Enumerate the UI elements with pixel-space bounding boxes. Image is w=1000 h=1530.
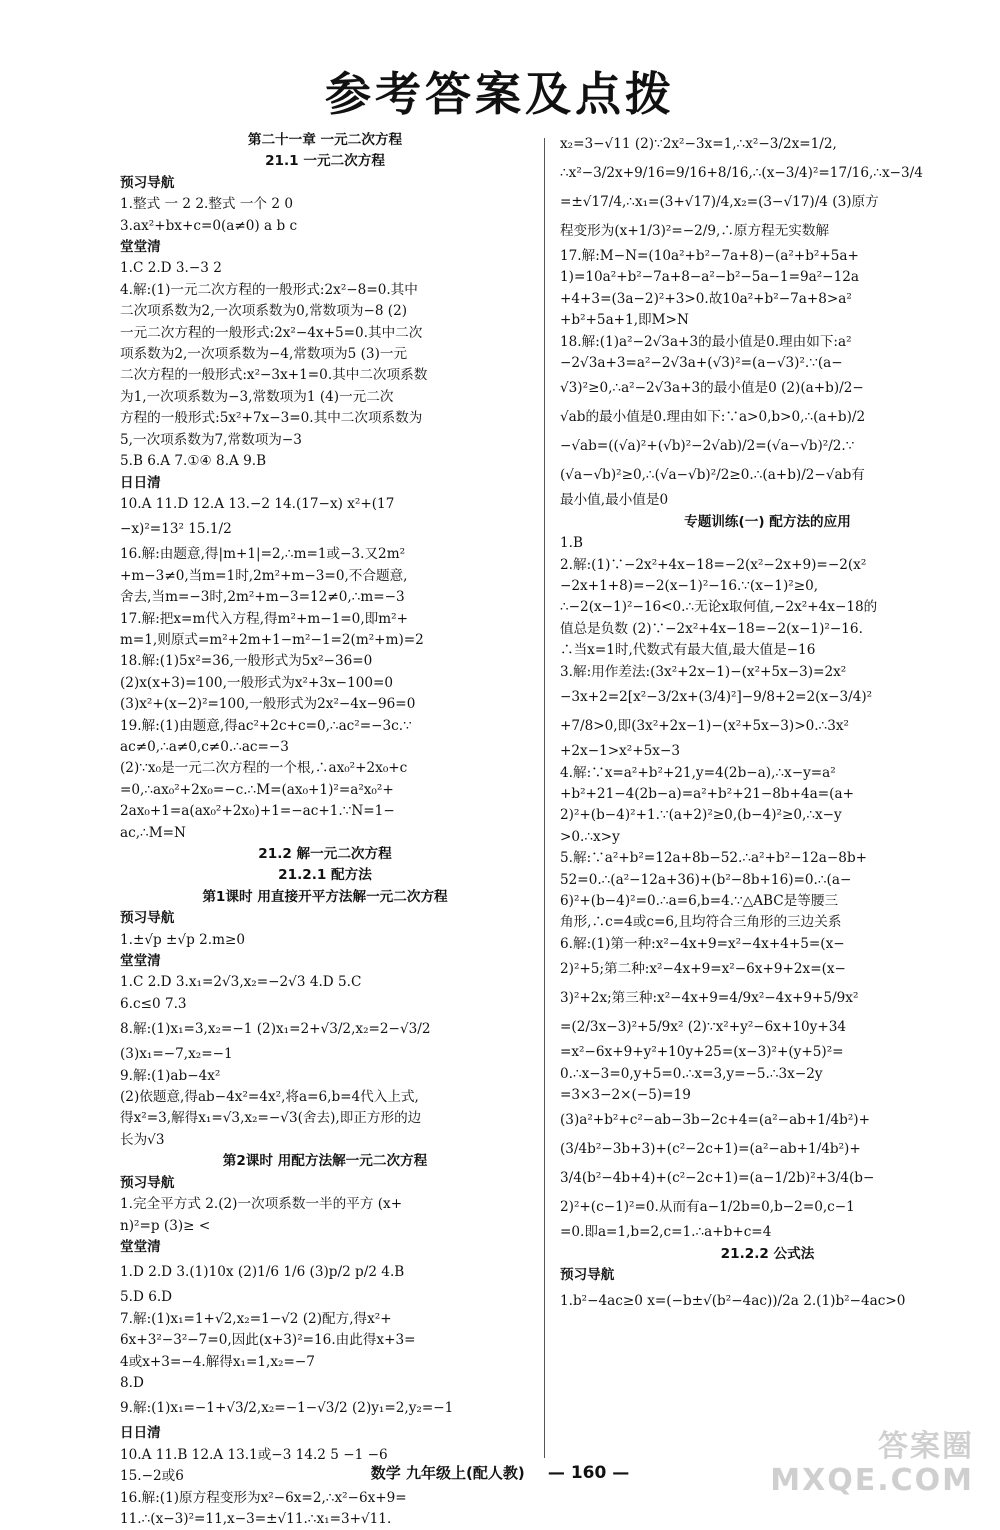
- answer-line: 5,一次项系数为7,常数项为−3: [120, 431, 302, 448]
- answer-line: =0,∴ax₀²+2x₀=−c.∴M=(ax₀+1)²=a²x₀²+: [120, 781, 394, 798]
- answer-line: 18.解:(1)a²−2√3a+3的最小值是0.理由如下:a²: [560, 333, 852, 350]
- answer-line: 值总是负数 (2)∵−2x²+4x−18=−2(x−1)²−16.: [560, 620, 863, 637]
- answer-line: −2x+1+8)=−2(x−1)²−16.∵(x−1)²≥0,: [560, 578, 819, 595]
- answer-line: 长为√3: [120, 1131, 165, 1148]
- answer-line: 11.∴(x−3)²=11,x−3=±√11.∴x₁=3+√11.: [120, 1510, 392, 1527]
- answer-line: 15.−2或6: [120, 1468, 184, 1485]
- answer-line: 4.解:∵x=a²+b²+21,y=4(2b−a),∴x−y=a²: [560, 764, 836, 781]
- answer-line: (3/4b²−3b+3)+(c²−2c+1)=(a²−ab+1/4b²)+: [560, 1141, 861, 1158]
- watermark-line-2: MXQE.COM: [770, 1463, 974, 1498]
- answer-line: 1.b²−4ac≥0 x=(−b±√(b²−4ac))/2a 2.(1)b²−4ac>0: [560, 1292, 906, 1309]
- answer-line: 方程的一般形式:5x²+7x−3=0.其中二次项系数为: [120, 410, 423, 427]
- page-title: 参考答案及点拨: [325, 67, 675, 121]
- answer-line: 2ax₀+1=a(ax₀²+2x₀)+1=−ac+1.∵N=1−: [120, 803, 395, 820]
- answer-line: ∴x²−3/2x+9/16=9/16+8/16,∴(x−3/4)²=17/16,∴x−3/4: [560, 165, 923, 181]
- answer-line: 0.∴x−3=0,y+5=0.∴x=3,y=−5.∴3x−2y: [560, 1065, 823, 1082]
- answer-line: (3)a²+b²+c²−ab−3b−2c+4=(a²−ab+1/4b²)+: [560, 1112, 870, 1129]
- answer-line: +b²+5a+1,即M>N: [560, 312, 689, 329]
- subsection-label: 堂堂清: [120, 953, 161, 970]
- site-watermark: [770, 1430, 974, 1498]
- answer-line: √3)²≥0,∴a²−2√3a+3的最小值是0 (2)(a+b)/2−: [560, 380, 864, 397]
- answer-line: 3)²+2x;第三种:x²−4x+9=4/9x²−4x+9+5/9x²: [560, 990, 859, 1007]
- answer-line: 9.解:(1)ab−4x²: [120, 1067, 221, 1084]
- answer-line: −2√3a+3=a²−2√3a+(√3)²=(a−√3)².∵(a−: [560, 355, 843, 372]
- answer-line: 3/4(b²−4b+4)+(c²−2c+1)=(a−1/2b)²+3/4(b−: [560, 1170, 875, 1187]
- answer-line: (2)x(x+3)=100,一般形式为x²+3x−100=0: [120, 674, 394, 691]
- answer-line: 1.±√p ±√p 2.m≥0: [120, 931, 246, 948]
- answer-line: +4+3=(3a−2)²+3>0.故10a²+b²−7a+8>a²: [560, 290, 852, 307]
- watermark-line-1: 答案圈: [878, 1429, 974, 1464]
- section-heading: 专题训练(一) 配方法的应用: [684, 513, 851, 530]
- answer-line: 1.整式 一 2 2.整式 一个 2 0: [120, 196, 293, 213]
- footer-subject: 数学 九年级上(配人教): [370, 1464, 525, 1482]
- answer-line: 得x²=3,解得x₁=√3,x₂=−√3(舍去),即正方形的边: [120, 1110, 422, 1127]
- answer-line: (2)依题意,得ab−4x²=4x²,将a=6,b=4代入上式,: [120, 1089, 419, 1106]
- answer-line: 二次项系数为2,一次项系数为0,常数项为−8 (2): [120, 303, 408, 320]
- answer-line: x₂=3−√11 (2)∵2x²−3x=1,∴x²−3/2x=1/2,: [560, 136, 837, 152]
- subsection-label: 堂堂清: [120, 239, 161, 256]
- answer-line: 3.解:用作差法:(3x²+2x−1)−(x²+5x−3)=2x²: [560, 663, 847, 680]
- answer-line: =(2/3x−3)²+5/9x² (2)∵x²+y²−6x+10y+34: [560, 1019, 847, 1036]
- answer-line: 2.解:(1)∵−2x²+4x−18=−2(x²−2x+9)=−2(x²: [560, 556, 867, 573]
- answer-line: −√ab=((√a)²+(√b)²−2√ab)/2=(√a−√b)²/2.∵: [560, 438, 855, 455]
- subsection-label: 堂堂清: [120, 1238, 161, 1255]
- page-number: — 160 —: [547, 1463, 630, 1483]
- answer-line: 5.D 6.D: [120, 1289, 173, 1306]
- answer-line: ∴−2(x−1)²−16<0.∴无论x取何值,−2x²+4x−18的: [560, 599, 878, 616]
- section-heading: 21.2 解一元二次方程: [258, 846, 392, 862]
- answer-line: 18.解:(1)5x²=36,一般形式为5x²−36=0: [120, 653, 373, 670]
- answer-line: 17.解:M−N=(10a²+b²−7a+8)−(a²+b²+5a+: [560, 248, 859, 264]
- answer-line: 5.解:∵a²+b²=12a+8b−52.∴a²+b²−12a−8b+: [560, 850, 868, 867]
- answer-line: (√a−√b)²≥0,∴(√a−√b)²/2≥0.∴(a+b)/2−√ab有: [560, 467, 865, 484]
- answer-line: +b²+21−4(2b−a)=a²+b²+21−8b+4a=(a+: [560, 785, 854, 802]
- answer-line: ac≠0,∴a≠0,c≠0.∴ac=−3: [120, 738, 289, 755]
- section-heading: 21.2.1 配方法: [278, 867, 372, 884]
- section-heading: 21.2.2 公式法: [720, 1245, 815, 1262]
- answer-line: 17.解:把x=m代入方程,得m²+m−1=0,即m²+: [120, 610, 408, 627]
- answer-line: 1)=10a²+b²−7a+8−a²−b²−5a−1=9a²−12a: [560, 269, 859, 286]
- answer-line: √ab的最小值是0.理由如下:∵a>0,b>0,∴(a+b)/2: [560, 409, 866, 426]
- answer-line: 舍去,当m=−3时,2m²+m−3=12≠0,∴m=−3: [120, 589, 405, 606]
- answer-line: 16.解:由题意,得|m+1|=2,∴m=1或−3.又2m²: [120, 546, 406, 563]
- answer-line: 8.D: [120, 1374, 144, 1391]
- answer-line: m=1,则原式=m²+2m+1−m²−1=2(m²+m)=2: [120, 631, 424, 648]
- section-heading: 21.1 一元二次方程: [265, 153, 385, 170]
- answer-line: 1.D 2.D 3.(1)10x (2)1/6 1/6 (3)p/2 p/2 4.B: [120, 1264, 405, 1281]
- section-heading: 第1课时 用直接开平方法解一元二次方程: [202, 888, 448, 905]
- answer-line: 6x+3²−3²−7=0,因此(x+3)²=16.由此得x+3=: [120, 1332, 416, 1349]
- answer-line: (3)x²+(x−2)²=100,一般形式为2x²−4x−96=0: [120, 696, 416, 713]
- answer-line: >0.∴x>y: [560, 828, 620, 845]
- answer-line: 角形,∴c=4或c=6,且均符合三角形的三边关系: [560, 914, 842, 931]
- answer-line: =0.即a=1,b=2,c=1.∴a+b+c=4: [560, 1224, 772, 1241]
- answer-line: 16.解:(1)原方程变形为x²−6x=2,∴x²−6x+9=: [120, 1489, 407, 1506]
- answer-line: +m−3≠0,当m=1时,2m²+m−3=0,不合题意,: [120, 567, 408, 584]
- subsection-label: 预习导航: [560, 1267, 615, 1284]
- column-divider: [544, 138, 545, 1458]
- answer-line: +2x−1>x²+5x−3: [560, 743, 680, 760]
- answer-line: 7.解:(1)x₁=1+√2,x₂=1−√2 (2)配方,得x²+: [120, 1310, 392, 1327]
- answer-line: 5.B 6.A 7.①④ 8.A 9.B: [120, 453, 267, 470]
- subsection-label: 预习导航: [120, 910, 175, 927]
- answer-line: 1.B: [560, 535, 583, 552]
- answer-line: −3x+2=2[x²−3/2x+(3/4)²]−9/8+2=2(x−3/4)²: [560, 689, 873, 706]
- answer-line: 3.ax²+bx+c=0(a≠0) a b c: [120, 217, 298, 234]
- answer-line: 2)²+5;第二种:x²−4x+9=x²−6x+9+2x=(x−: [560, 961, 846, 978]
- answer-line: 最小值,最小值是0: [560, 492, 669, 509]
- answer-line: 8.解:(1)x₁=3,x₂=−1 (2)x₁=2+√3/2,x₂=2−√3/2: [120, 1021, 431, 1038]
- answer-line: n)²=p (3)≥ <: [120, 1217, 211, 1234]
- answer-line: 6.解:(1)第一种:x²−4x+9=x²−4x+4+5=(x−: [560, 935, 845, 952]
- answer-line: 52=0.∴(a²−12a+36)+(b²−8b+16)=0.∴(a−: [560, 871, 852, 888]
- answer-line: 9.解:(1)x₁=−1+√3/2,x₂=−1−√3/2 (2)y₁=2,y₂=−1: [120, 1400, 454, 1417]
- answer-line: ∴当x=1时,代数式有最大值,最大值是−16: [560, 642, 816, 659]
- answer-line: 为1,一次项系数为−3,常数项为1 (4)一元二次: [120, 388, 394, 405]
- answer-line: 4.解:(1)一元二次方程的一般形式:2x²−8=0.其中: [120, 281, 418, 298]
- answer-line: −x)²=13² 15.1/2: [120, 521, 232, 538]
- answer-line: 1.C 2.D 3.−3 2: [120, 260, 222, 277]
- answer-line: 二次方程的一般形式:x²−3x+1=0.其中二次项系数: [120, 367, 428, 384]
- right-answer-column: [560, 130, 975, 1422]
- answer-line: =±√17/4,∴x₁=(3+√17)/4,x₂=(3−√17)/4 (3)原方: [560, 194, 879, 210]
- answer-line: (2)∵x₀是一元二次方程的一个根,∴ax₀²+2x₀+c: [120, 760, 408, 777]
- answer-line: ac,∴M=N: [120, 824, 186, 841]
- answer-line: 1.完全平方式 2.(2)一次项系数一半的平方 (x+: [120, 1196, 403, 1213]
- answer-line: (3)x₁=−7,x₂=−1: [120, 1046, 233, 1063]
- answer-line: =3×3−2×(−5)=19: [560, 1086, 691, 1103]
- answer-line: 程变形为(x+1/3)²=−2/9,∴原方程无实数解: [560, 223, 830, 239]
- answer-line: 项系数为2,一次项系数为−4,常数项为5 (3)一元: [120, 346, 408, 363]
- section-heading: 第2课时 用配方法解一元二次方程: [222, 1153, 428, 1170]
- answer-line: =x²−6x+9+y²+10y+25=(x−3)²+(y+5)²=: [560, 1044, 844, 1061]
- subsection-label: 预习导航: [120, 174, 175, 191]
- section-heading: 第二十一章 一元二次方程: [247, 132, 403, 148]
- answer-line: 10.A 11.D 12.A 13.−2 14.(17−x) x²+(17: [120, 495, 395, 512]
- answer-line: 一元二次方程的一般形式:2x²−4x+5=0.其中二次: [120, 324, 423, 341]
- subsection-label: 预习导航: [120, 1174, 175, 1191]
- subsection-label: 日日清: [120, 474, 161, 491]
- answer-line: 6.c≤0 7.3: [120, 995, 187, 1012]
- answer-line: 2)²+(c−1)²=0.从而有a−1/2b=0,b−2=0,c−1: [560, 1199, 855, 1216]
- answer-line: 1.C 2.D 3.x₁=2√3,x₂=−2√3 4.D 5.C: [120, 974, 362, 991]
- answer-line: 4或x+3=−4.解得x₁=1,x₂=−7: [120, 1353, 315, 1370]
- answer-line: +7/8>0,即(3x²+2x−1)−(x²+5x−3)>0.∴3x²: [560, 718, 849, 735]
- answer-line: 2)²+(b−4)²+1.∵(a+2)²≥0,(b−4)²≥0,∴x−y: [560, 807, 842, 824]
- answer-line: 6)²+(b−4)²=0.∴a=6,b=4.∵△ABC是等腰三: [560, 892, 839, 909]
- answer-line: 19.解:(1)由题意,得ac²+2c+c=0,∴ac²=−3c.∵: [120, 717, 412, 734]
- answer-line: 10.A 11.B 12.A 13.1或−3 14.2 5 −1 −6: [120, 1446, 388, 1463]
- subsection-label: 日日清: [120, 1425, 161, 1442]
